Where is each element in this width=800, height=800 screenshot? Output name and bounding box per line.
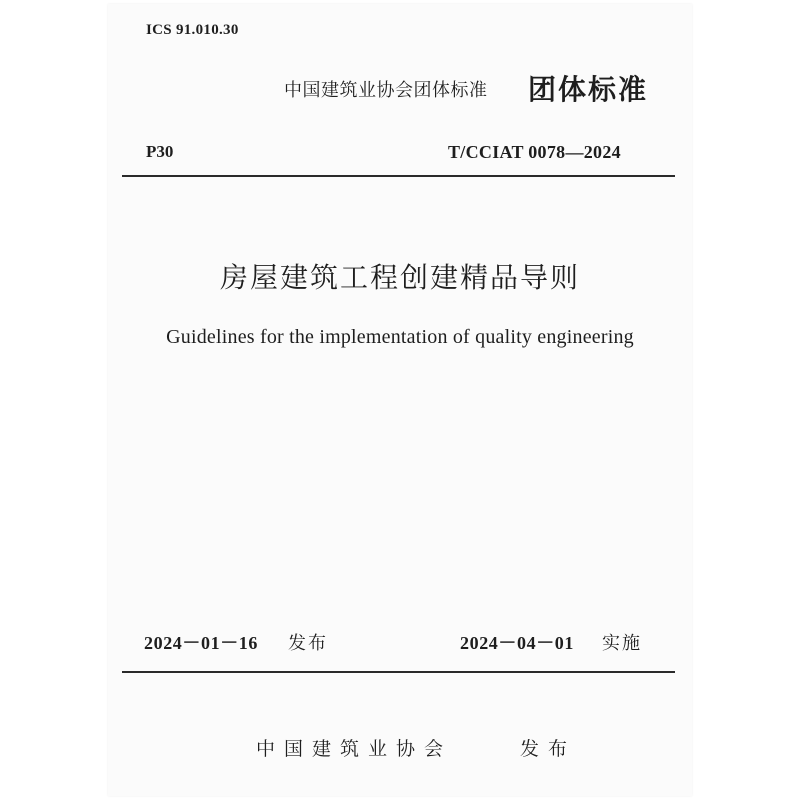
implementation-date: 2024－04－01: [460, 633, 574, 653]
standard-type-label: 团体标准: [528, 73, 649, 106]
ccs-code: P30: [146, 142, 174, 161]
implementation-label: 实施: [602, 633, 642, 654]
document-cover: [108, 4, 692, 796]
standard-number: T/CCIAT 0078—2024: [448, 142, 621, 162]
issue-date: 2024－01－16: [144, 633, 258, 653]
top-divider: [122, 175, 675, 177]
publish-label: 发布: [520, 738, 577, 760]
issue-label: 发布: [288, 633, 328, 654]
bottom-divider: [122, 671, 675, 673]
title-english: Guidelines for the implementation of quality engineering: [166, 326, 634, 348]
organization-standard-label: 中国建筑业协会团体标准: [284, 80, 488, 101]
title-chinese: 房屋建筑工程创建精品导则: [219, 263, 580, 294]
publisher-name: 中国建筑业协会: [256, 738, 453, 760]
ics-code: ICS 91.010.30: [146, 22, 239, 38]
